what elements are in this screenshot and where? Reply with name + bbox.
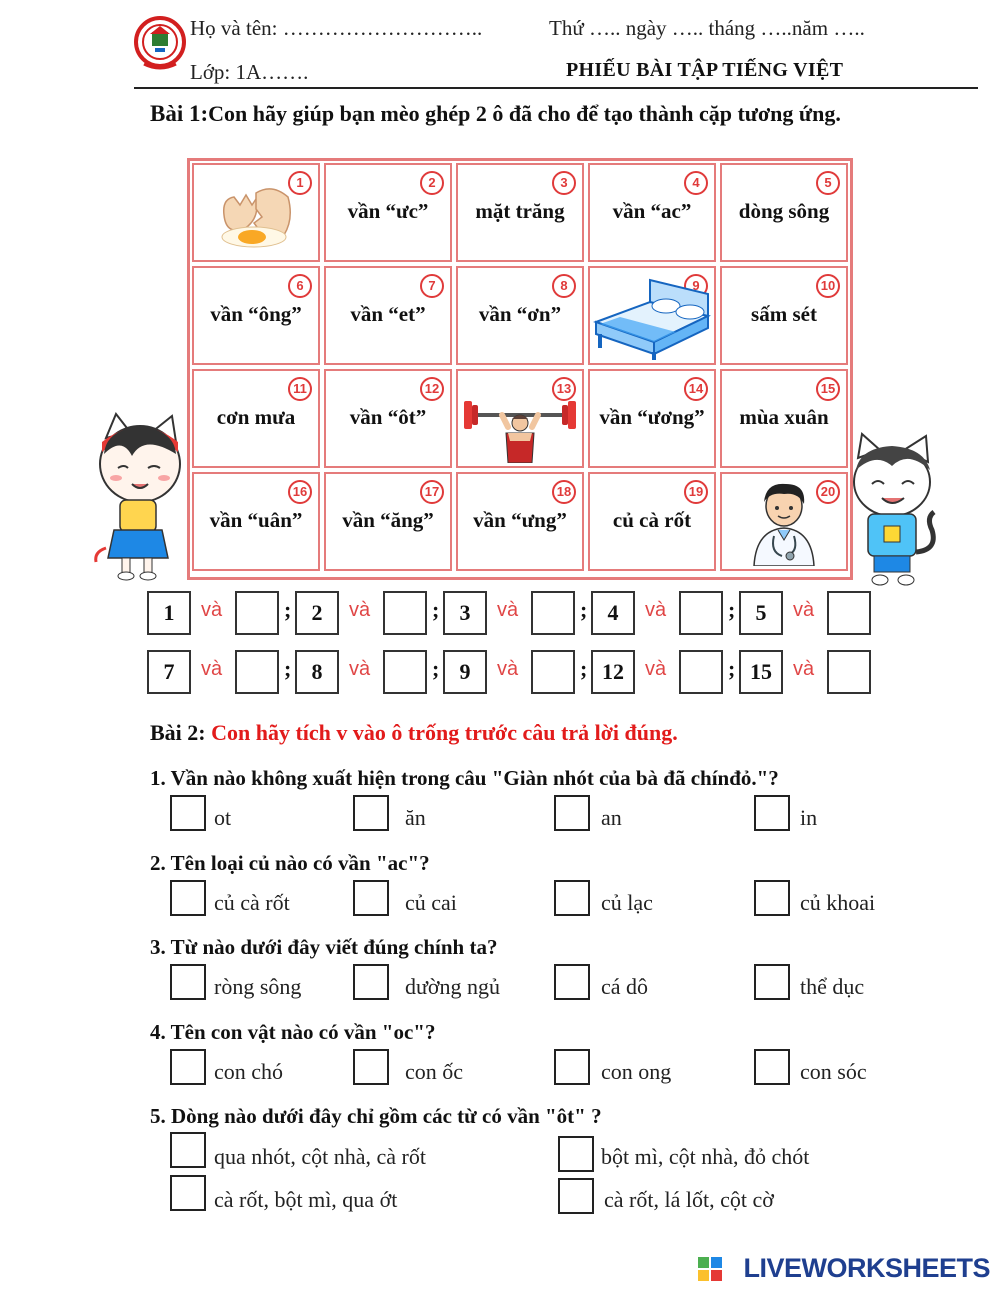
cell-text: vần “ưc”	[347, 199, 429, 223]
cell-number-badge: 1	[288, 171, 312, 195]
answer-separator: ;	[284, 597, 292, 622]
cell-number-badge: 20	[816, 480, 840, 504]
answer-checkbox[interactable]	[754, 880, 790, 916]
matching-grid	[187, 158, 853, 580]
answer-given-number: 9	[443, 650, 487, 694]
exercise-1-title	[150, 99, 950, 128]
grid-cell-17	[324, 472, 452, 571]
cell-number-badge: 2	[420, 171, 444, 195]
answer-checkbox[interactable]	[554, 795, 590, 831]
option-label: con chó	[214, 1059, 284, 1084]
answer-separator: ;	[432, 597, 440, 622]
connector-label: và	[349, 658, 371, 680]
cat-boy-illustration	[846, 432, 940, 588]
cell-number-badge: 14	[684, 377, 708, 401]
answer-checkbox[interactable]	[170, 880, 206, 916]
grid-cell-1	[192, 163, 320, 262]
option-label: cà rốt, lá lốt, cột cờ	[604, 1187, 774, 1212]
option-label: bột mì, cột nhà, đỏ chót	[601, 1144, 810, 1169]
cell-text: củ cà rốt	[612, 508, 692, 532]
exercise-2-title	[150, 720, 678, 746]
exercise-1-instruction: Con hãy giúp bạn mèo ghép 2 ô đã cho để tạo thành cặp tương ứng.	[208, 101, 841, 126]
date-field: Thứ ….. ngày ….. tháng …..năm …..	[549, 16, 865, 40]
answer-checkbox[interactable]	[754, 964, 790, 1000]
grid-cell-15	[720, 369, 848, 468]
liveworksheets-watermark: LIVEWORKSHEETS	[743, 1253, 990, 1283]
option-label: thể dục	[800, 974, 865, 999]
cell-number-badge: 18	[552, 480, 576, 504]
answer-checkbox[interactable]	[554, 964, 590, 1000]
grid-cell-5	[720, 163, 848, 262]
cell-text: mặt trăng	[475, 199, 565, 223]
answer-checkbox[interactable]	[558, 1136, 594, 1172]
grid-cell-2	[324, 163, 452, 262]
grid-cell-10	[720, 266, 848, 365]
cell-number-badge: 15	[816, 377, 840, 401]
question-3: 3. Từ nào dưới đây viết đúng chính ta?	[150, 935, 498, 959]
cell-text: vần “ông”	[210, 302, 302, 326]
school-logo	[134, 12, 186, 74]
option-label: củ khoai	[800, 890, 876, 915]
cell-text: vần “ôt”	[349, 405, 427, 429]
option-label: củ cà rốt	[214, 890, 290, 915]
answer-given-number: 12	[591, 650, 635, 694]
option-label: con sóc	[800, 1059, 867, 1084]
answer-input-box[interactable]	[531, 650, 575, 694]
answer-separator: ;	[580, 656, 588, 681]
answer-given-number: 15	[739, 650, 783, 694]
cell-text: vần “ương”	[599, 405, 705, 429]
option-label: củ lạc	[601, 890, 653, 915]
cell-number-badge: 3	[552, 171, 576, 195]
answer-input-box[interactable]	[383, 591, 427, 635]
grid-cell-4	[588, 163, 716, 262]
connector-label: và	[645, 658, 667, 680]
grid-cell-20	[720, 472, 848, 571]
answer-checkbox[interactable]	[554, 1049, 590, 1085]
answer-checkbox[interactable]	[353, 964, 389, 1000]
answer-given-number: 7	[147, 650, 191, 694]
connector-label: và	[497, 599, 519, 621]
connector-label: và	[497, 658, 519, 680]
class-field: Lớp: 1A…….	[190, 60, 309, 84]
answer-input-box[interactable]	[531, 591, 575, 635]
exercise-1-label: Bài 1:	[150, 101, 209, 126]
answer-checkbox[interactable]	[170, 1049, 206, 1085]
option-label: dường ngủ	[405, 974, 501, 999]
cell-text: vần “et”	[350, 302, 426, 326]
cell-text: sấm sét	[751, 302, 817, 326]
option-label: qua nhót, cột nhà, cà rốt	[214, 1144, 426, 1169]
answer-given-number: 3	[443, 591, 487, 635]
answer-given-number: 1	[147, 591, 191, 635]
connector-label: và	[201, 599, 223, 621]
grid-cell-6	[192, 266, 320, 365]
answer-row-1	[147, 591, 877, 637]
cell-number-badge: 13	[552, 377, 576, 401]
answer-checkbox[interactable]	[170, 1132, 206, 1168]
option-label: con ốc	[405, 1059, 464, 1084]
sheet-title: PHIẾU BÀI TẬP TIẾNG VIỆT	[566, 59, 844, 81]
grid-cell-12	[324, 369, 452, 468]
option-label: in	[800, 805, 818, 830]
answer-checkbox[interactable]	[353, 1049, 389, 1085]
cell-number-badge: 5	[816, 171, 840, 195]
grid-cell-16	[192, 472, 320, 571]
cell-number-badge: 12	[420, 377, 444, 401]
grid-cell-18	[456, 472, 584, 571]
cell-number-badge: 10	[816, 274, 840, 298]
cell-number-badge: 9	[684, 274, 708, 298]
option-label: ot	[214, 805, 232, 830]
answer-checkbox[interactable]	[754, 795, 790, 831]
grid-cell-7	[324, 266, 452, 365]
connector-label: và	[645, 599, 667, 621]
grid-cell-14	[588, 369, 716, 468]
cell-text: vần “ac”	[612, 199, 692, 223]
answer-input-box[interactable]	[827, 591, 871, 635]
cell-text: vần “uân”	[209, 508, 303, 532]
cell-text: vần “ơn”	[478, 302, 562, 326]
answer-checkbox[interactable]	[170, 964, 206, 1000]
answer-given-number: 8	[295, 650, 339, 694]
cell-number-badge: 7	[420, 274, 444, 298]
connector-label: và	[793, 599, 815, 621]
answer-checkbox[interactable]	[754, 1049, 790, 1085]
grid-cell-11	[192, 369, 320, 468]
answer-checkbox[interactable]	[170, 795, 206, 831]
student-name-field: Họ và tên: ………………………..	[190, 16, 483, 40]
option-label: ròng sông	[214, 974, 302, 999]
grid-cell-9	[588, 266, 716, 365]
answer-input-box[interactable]	[235, 650, 279, 694]
cell-text: vần “ăng”	[342, 508, 434, 532]
cell-number-badge: 16	[288, 480, 312, 504]
answer-checkbox[interactable]	[353, 880, 389, 916]
option-label: an	[601, 805, 622, 830]
exercise-2-instruction: Con hãy tích v vào ô trống trước câu trả lời đúng.	[211, 720, 678, 745]
cell-number-badge: 6	[288, 274, 312, 298]
answer-given-number: 5	[739, 591, 783, 635]
cell-number-badge: 19	[684, 480, 708, 504]
answer-row-2	[147, 650, 877, 696]
connector-label: và	[349, 599, 371, 621]
exercise-2-label: Bài 2:	[150, 720, 206, 745]
option-label: cá dô	[601, 974, 649, 999]
answer-input-box[interactable]	[235, 591, 279, 635]
cell-number-badge: 11	[288, 377, 312, 401]
cat-girl-illustration	[92, 412, 190, 584]
answer-separator: ;	[728, 597, 736, 622]
answer-given-number: 2	[295, 591, 339, 635]
answer-separator: ;	[432, 656, 440, 681]
cell-number-badge: 8	[552, 274, 576, 298]
cell-number-badge: 17	[420, 480, 444, 504]
option-label: con ong	[601, 1059, 672, 1084]
answer-separator: ;	[728, 656, 736, 681]
answer-checkbox[interactable]	[554, 880, 590, 916]
cell-text: cơn mưa	[216, 405, 296, 429]
connector-label: và	[201, 658, 223, 680]
answer-input-box[interactable]	[827, 650, 871, 694]
question-2: 2. Tên loại củ nào có vần "ac"?	[150, 851, 430, 875]
answer-checkbox[interactable]	[353, 795, 389, 831]
answer-input-box[interactable]	[679, 591, 723, 635]
grid-cell-19	[588, 472, 716, 571]
cell-text: dòng sông	[738, 199, 830, 223]
grid-cell-3	[456, 163, 584, 262]
cell-number-badge: 4	[684, 171, 708, 195]
option-label: cà rốt, bột mì, qua ớt	[214, 1187, 398, 1212]
option-label: ăn	[405, 805, 426, 830]
answer-separator: ;	[580, 597, 588, 622]
question-1: 1. Vần nào không xuất hiện trong câu "Giàn nhót của bà đã chínđỏ."?	[150, 766, 779, 790]
header-divider	[134, 87, 978, 89]
cell-text: vần “ưng”	[473, 508, 567, 532]
answer-checkbox[interactable]	[170, 1175, 206, 1211]
grid-cell-8	[456, 266, 584, 365]
liveworksheets-logo-icon	[698, 1257, 722, 1281]
grid-cell-13	[456, 369, 584, 468]
connector-label: và	[793, 658, 815, 680]
cell-text: mùa xuân	[739, 405, 829, 429]
answer-checkbox[interactable]	[558, 1178, 594, 1214]
question-4: 4. Tên con vật nào có vần "oc"?	[150, 1020, 436, 1044]
option-label: củ cai	[405, 890, 457, 915]
answer-separator: ;	[284, 656, 292, 681]
answer-given-number: 4	[591, 591, 635, 635]
question-5: 5. Dòng nào dưới đây chỉ gồm các từ có vần "ôt" ?	[150, 1104, 602, 1128]
answer-input-box[interactable]	[383, 650, 427, 694]
answer-input-box[interactable]	[679, 650, 723, 694]
